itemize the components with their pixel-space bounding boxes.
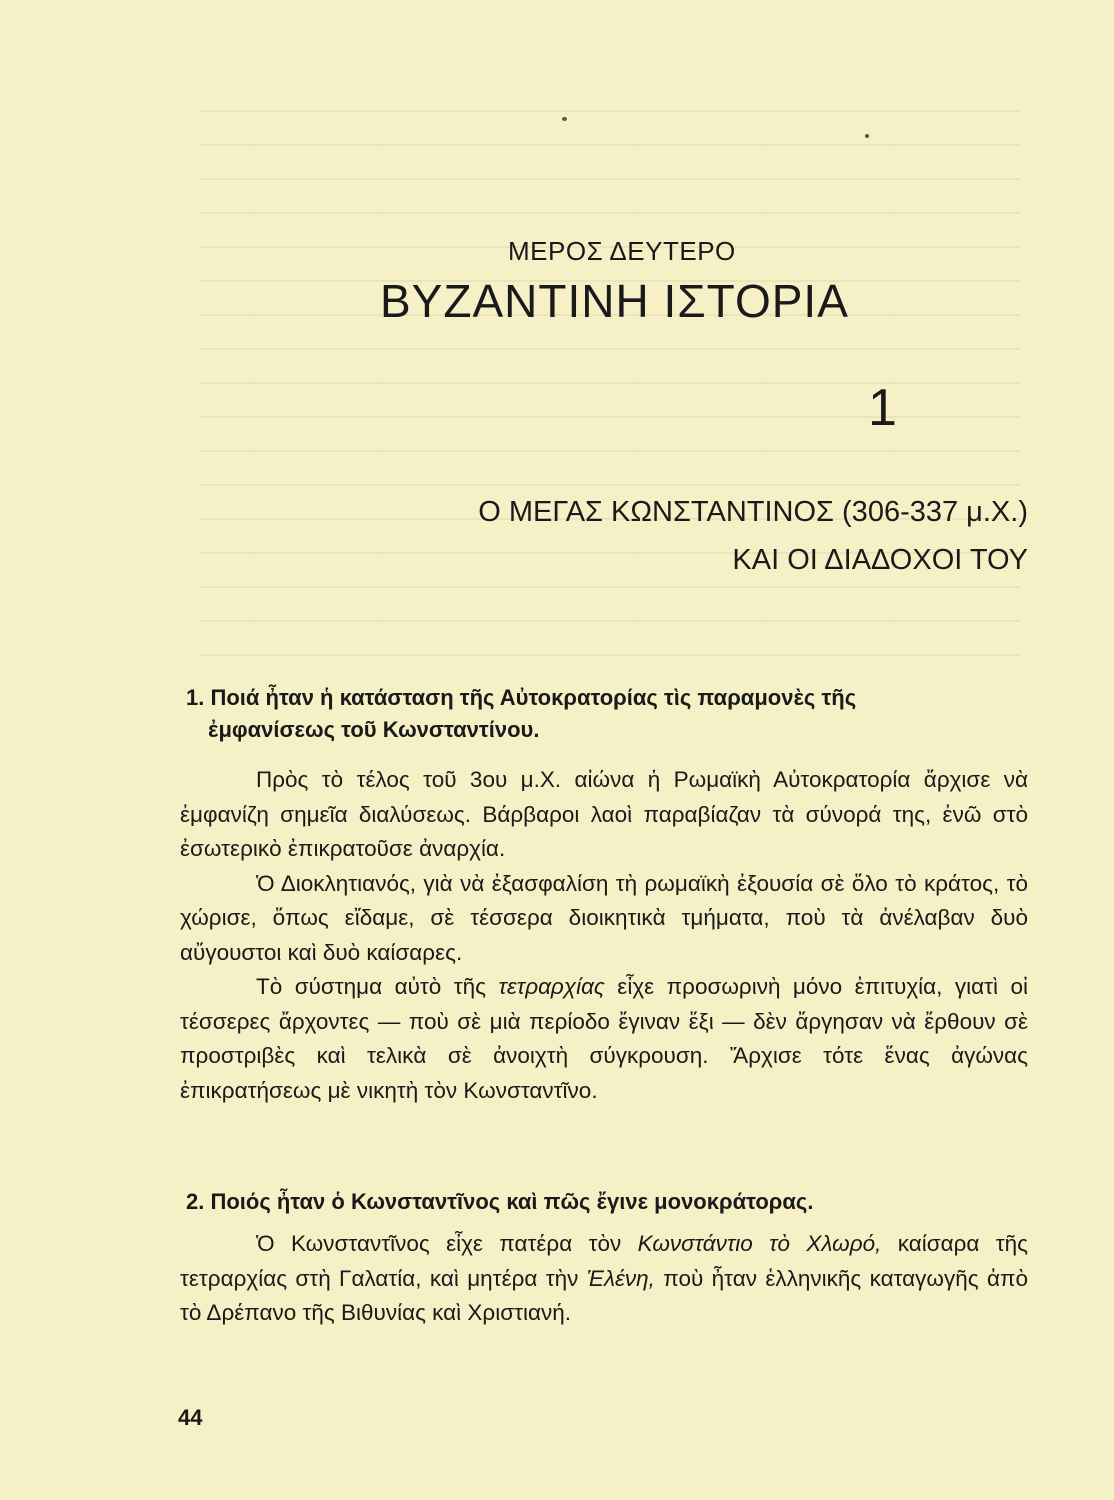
- italic-term: Κωνστάντιο τὸ Χλωρό,: [637, 1231, 882, 1256]
- italic-term: Ἑλένη,: [586, 1265, 655, 1291]
- chapter-title: [478, 488, 1028, 584]
- section-2-heading-line1: 2. Ποιός ἦταν ὁ Κωνσταντῖνος καὶ πῶς ἔγινε μονοκράτορας.: [186, 1189, 814, 1214]
- chapter-title-line2: ΚΑΙ ΟΙ ΔΙΑΔΟΧΟΙ ΤΟΥ: [732, 544, 1028, 576]
- bleed-through: [200, 110, 1020, 670]
- text-run: καίσαρα τῆς τετραρχίας στὴ Γαλατία, καὶ μητέρα τὴν: [180, 1231, 1028, 1291]
- section-2-heading: [186, 1186, 1031, 1218]
- text-run: Τὸ σύστημα αὐτὸ τῆς: [256, 974, 499, 999]
- italic-term: τετραρχίας: [498, 974, 605, 999]
- chapter-title-line1: Ο ΜΕΓΑΣ ΚΩΝΣΤΑΝΤΙΝΟΣ (306-337 μ.Χ.): [478, 496, 1028, 528]
- section-1-heading: [186, 682, 1031, 746]
- print-speck: [562, 117, 567, 121]
- text-run: ποὺ ἦταν ἑλληνικῆς καταγωγῆς ἀπὸ τὸ Δρέπανο τῆς Βιθυνίας καὶ Χριστιανή.: [180, 1265, 1028, 1325]
- text-run: εἶχε προσωρινὴ μόνο ἐπιτυχία, γιατὶ οἱ τέσσερες ἄρχοντες — ποὺ σὲ μιὰ περίοδο ἔγιναν ἕξι — δὲν ἄργησαν νὰ ἔρθουν σὲ προστριβὲς καὶ τελικὰ σὲ ἀνοιχτὴ σύγκρουση. Ἄρχισε τότε ἕνας ἀγώνας ἐπικρατήσεως μὲ νικητὴ τὸν Κωνσταντῖνο.: [180, 974, 1028, 1103]
- page-number: 44: [178, 1405, 203, 1430]
- paragraph: Ὁ Διοκλητιανός, γιὰ νὰ ἐξασφαλίση τὴ ρωμαϊκὴ ἐξουσία σὲ ὅλο τὸ κράτος, τὸ χώρισε, ὅπως εἴδαμε, σὲ τέσσερα διοικητικὰ τμήματα, ποὺ τὰ ἀνέλαβαν δυὸ αὔγουστοι καὶ δυὸ καίσαρες.: [180, 870, 1028, 965]
- paragraph: Πρὸς τὸ τέλος τοῦ 3ου μ.Χ. αἰώνα ἡ Ρωμαϊκὴ Αὐτοκρατορία ἄρχισε νὰ ἐμφανίζη σημεῖα διαλύσεως. Βάρβαροι λαοὶ παραβίαζαν τὰ σύνορά της, ἐνῶ στὸ ἐσωτερικὸ ἐπικρατοῦσε ἀναρχία.: [180, 767, 1028, 861]
- paragraph: [180, 970, 1028, 1108]
- text-run: Ὁ Κωνσταντῖνος εἶχε πατέρα τὸν: [256, 1231, 638, 1256]
- part-label: ΜΕΡΟΣ ΔΕΥΤΕΡΟ: [508, 236, 736, 266]
- section-1-heading-line1: 1. Ποιά ἦταν ἡ κατάσταση τῆς Αὐτοκρατορίας τὶς παραμονὲς τῆς: [186, 685, 857, 710]
- main-title: ΒΥΖΑΝΤΙΝΗ ΙΣΤΟΡΙΑ: [380, 275, 849, 327]
- section-1-body: [180, 763, 1028, 1108]
- print-speck: [865, 134, 869, 138]
- section-2-body: [180, 1227, 1028, 1331]
- section-1-heading-line2: ἐμφανίσεως τοῦ Κωνσταντίνου.: [208, 717, 540, 742]
- chapter-number: 1: [868, 379, 897, 437]
- paragraph: [180, 1227, 1028, 1331]
